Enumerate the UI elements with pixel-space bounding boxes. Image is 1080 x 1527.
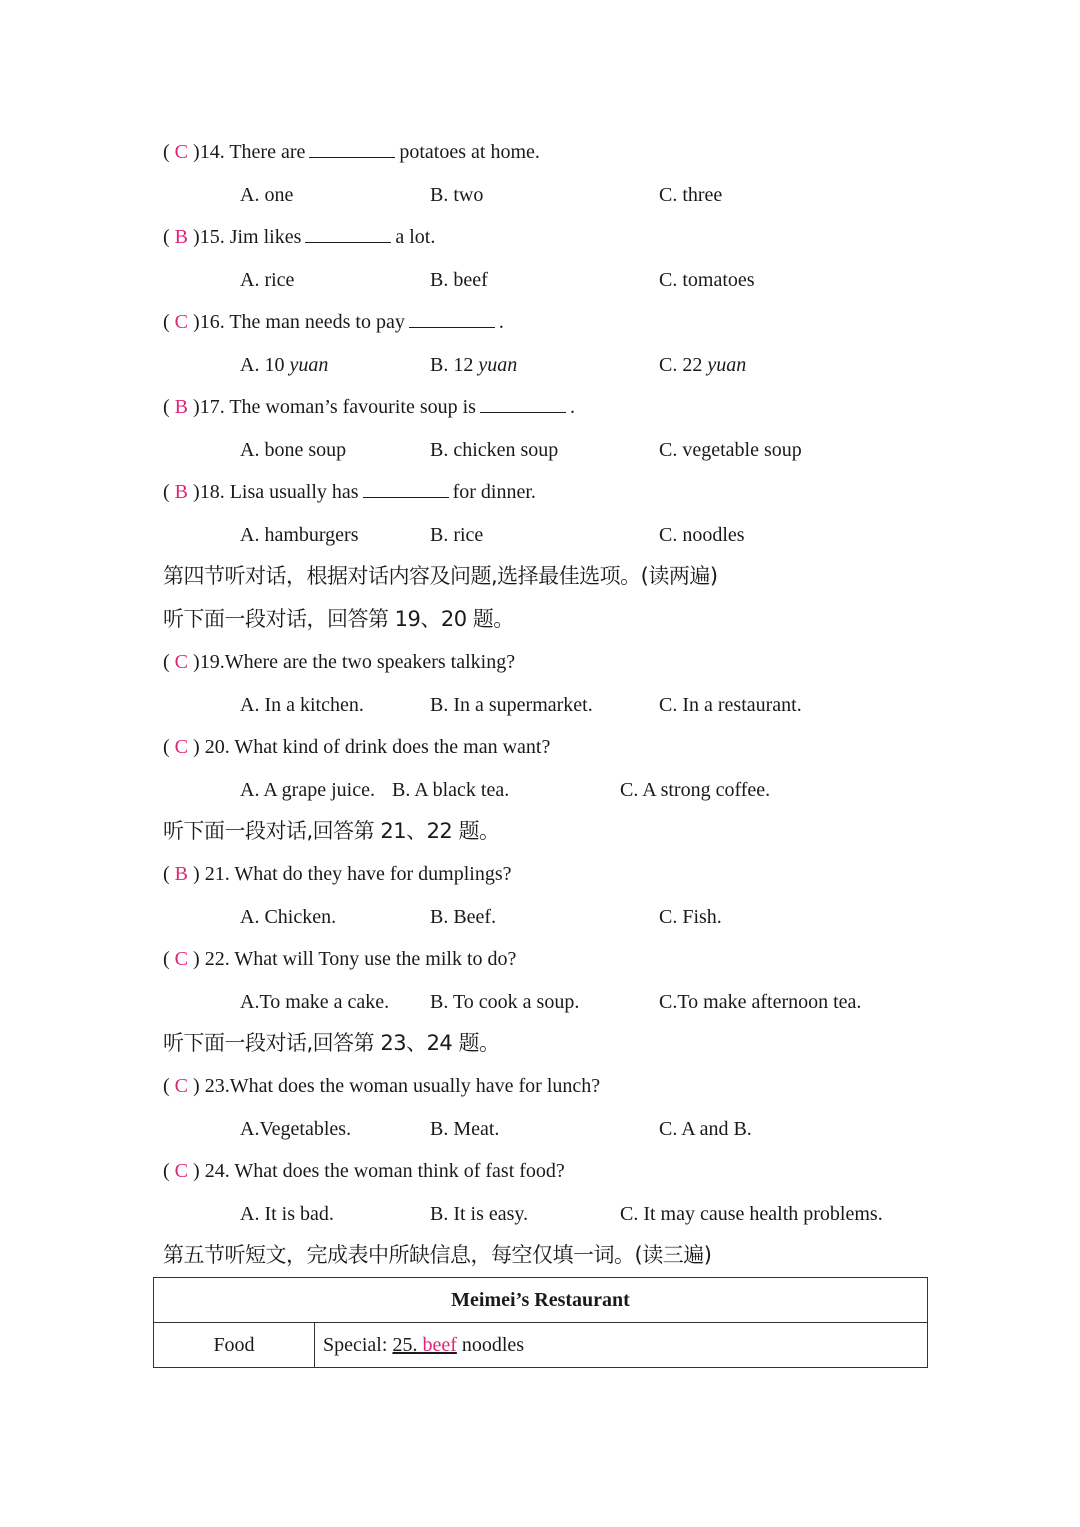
option-b: B. A black tea. <box>392 779 510 801</box>
answer-mark: C <box>174 948 189 970</box>
table-title: Meimei’s Restaurant <box>154 1278 928 1323</box>
blank-number: 25. beef <box>392 1333 457 1356</box>
instruction-19-20: 听下面一段对话，回答第 19、20 题。 <box>163 607 514 631</box>
option-b: B. two <box>430 184 484 206</box>
option-b: B. It is easy. <box>430 1203 529 1225</box>
option-a: A. It is bad. <box>240 1203 334 1225</box>
answer-blank <box>409 311 495 328</box>
answer-mark: C <box>174 311 189 333</box>
instruction-23-24: 听下面一段对话,回答第 23、24 题。 <box>163 1031 500 1055</box>
answer-mark: C <box>174 141 189 163</box>
option-c: C. noodles <box>659 524 745 546</box>
answer-mark: B <box>174 226 189 248</box>
option-c: C.To make afternoon tea. <box>659 991 862 1013</box>
answer-blank <box>309 141 395 158</box>
answer-mark: C <box>174 1075 189 1097</box>
question-17: ( B )17. The woman’s favourite soup is . <box>163 396 575 418</box>
question-14: ( C )14. There are potatoes at home. <box>163 141 540 163</box>
option-a: A.Vegetables. <box>240 1118 352 1140</box>
answer-blank <box>480 396 566 413</box>
option-c: C. tomatoes <box>659 269 755 291</box>
answer-blank <box>305 226 391 243</box>
option-b: B. 12 yuan <box>430 354 518 376</box>
option-a: A. hamburgers <box>240 524 359 546</box>
option-c: C. three <box>659 184 723 206</box>
section5-heading: 第五节听短文，完成表中所缺信息，每空仅填一词。(读三遍) <box>163 1243 712 1267</box>
food-label: Food <box>154 1323 315 1368</box>
special-cell: Special: 25. beef noodles <box>315 1323 928 1368</box>
answer-mark: C <box>174 651 189 673</box>
question-18: ( B )18. Lisa usually has for dinner. <box>163 481 536 503</box>
question-15: ( B )15. Jim likes a lot. <box>163 226 436 248</box>
question-23: ( C ) 23.What does the woman usually have for lunch? <box>163 1075 601 1097</box>
answer-blank <box>363 481 449 498</box>
option-b: B. beef <box>430 269 488 291</box>
option-c: C. 22 yuan <box>659 354 747 376</box>
option-b: B. In a supermarket. <box>430 694 593 716</box>
answer-mark: C <box>174 736 189 758</box>
option-c: C. A strong coffee. <box>620 779 771 801</box>
option-c: C. In a restaurant. <box>659 694 802 716</box>
question-16: ( C )16. The man needs to pay . <box>163 311 504 333</box>
option-b: B. Meat. <box>430 1118 500 1140</box>
option-a: A. In a kitchen. <box>240 694 364 716</box>
question-24: ( C ) 24. What does the woman think of fast food? <box>163 1160 565 1182</box>
option-b: B. To cook a soup. <box>430 991 580 1013</box>
instruction-21-22: 听下面一段对话,回答第 21、22 题。 <box>163 819 500 843</box>
option-a: A. one <box>240 184 294 206</box>
question-19: ( C )19.Where are the two speakers talking? <box>163 651 516 673</box>
option-a: A. rice <box>240 269 295 291</box>
answer-mark: C <box>174 1160 189 1182</box>
option-b: B. rice <box>430 524 484 546</box>
option-b: B. Beef. <box>430 906 497 928</box>
option-a: A. 10 yuan <box>240 354 329 376</box>
option-c: C. Fish. <box>659 906 722 928</box>
answer-mark: B <box>174 396 189 418</box>
question-20: ( C ) 20. What kind of drink does the man want? <box>163 736 551 758</box>
restaurant-table <box>153 1277 928 1368</box>
option-c: C. A and B. <box>659 1118 752 1140</box>
option-c: C. vegetable soup <box>659 439 802 461</box>
answer-mark: B <box>174 481 189 503</box>
option-b: B. chicken soup <box>430 439 559 461</box>
section4-heading: 第四节听对话，根据对话内容及问题,选择最佳选项。(读两遍) <box>163 564 718 588</box>
option-a: A. Chicken. <box>240 906 337 928</box>
option-c: C. It may cause health problems. <box>620 1203 883 1225</box>
option-a: A. bone soup <box>240 439 347 461</box>
option-a: A.To make a cake. <box>240 991 390 1013</box>
question-21: ( B ) 21. What do they have for dumplings? <box>163 863 512 885</box>
answer-mark: B <box>174 863 189 885</box>
answer-beef: beef <box>422 1333 457 1356</box>
question-22: ( C ) 22. What will Tony use the milk to do? <box>163 948 517 970</box>
option-a: A. A grape juice. <box>240 779 375 801</box>
